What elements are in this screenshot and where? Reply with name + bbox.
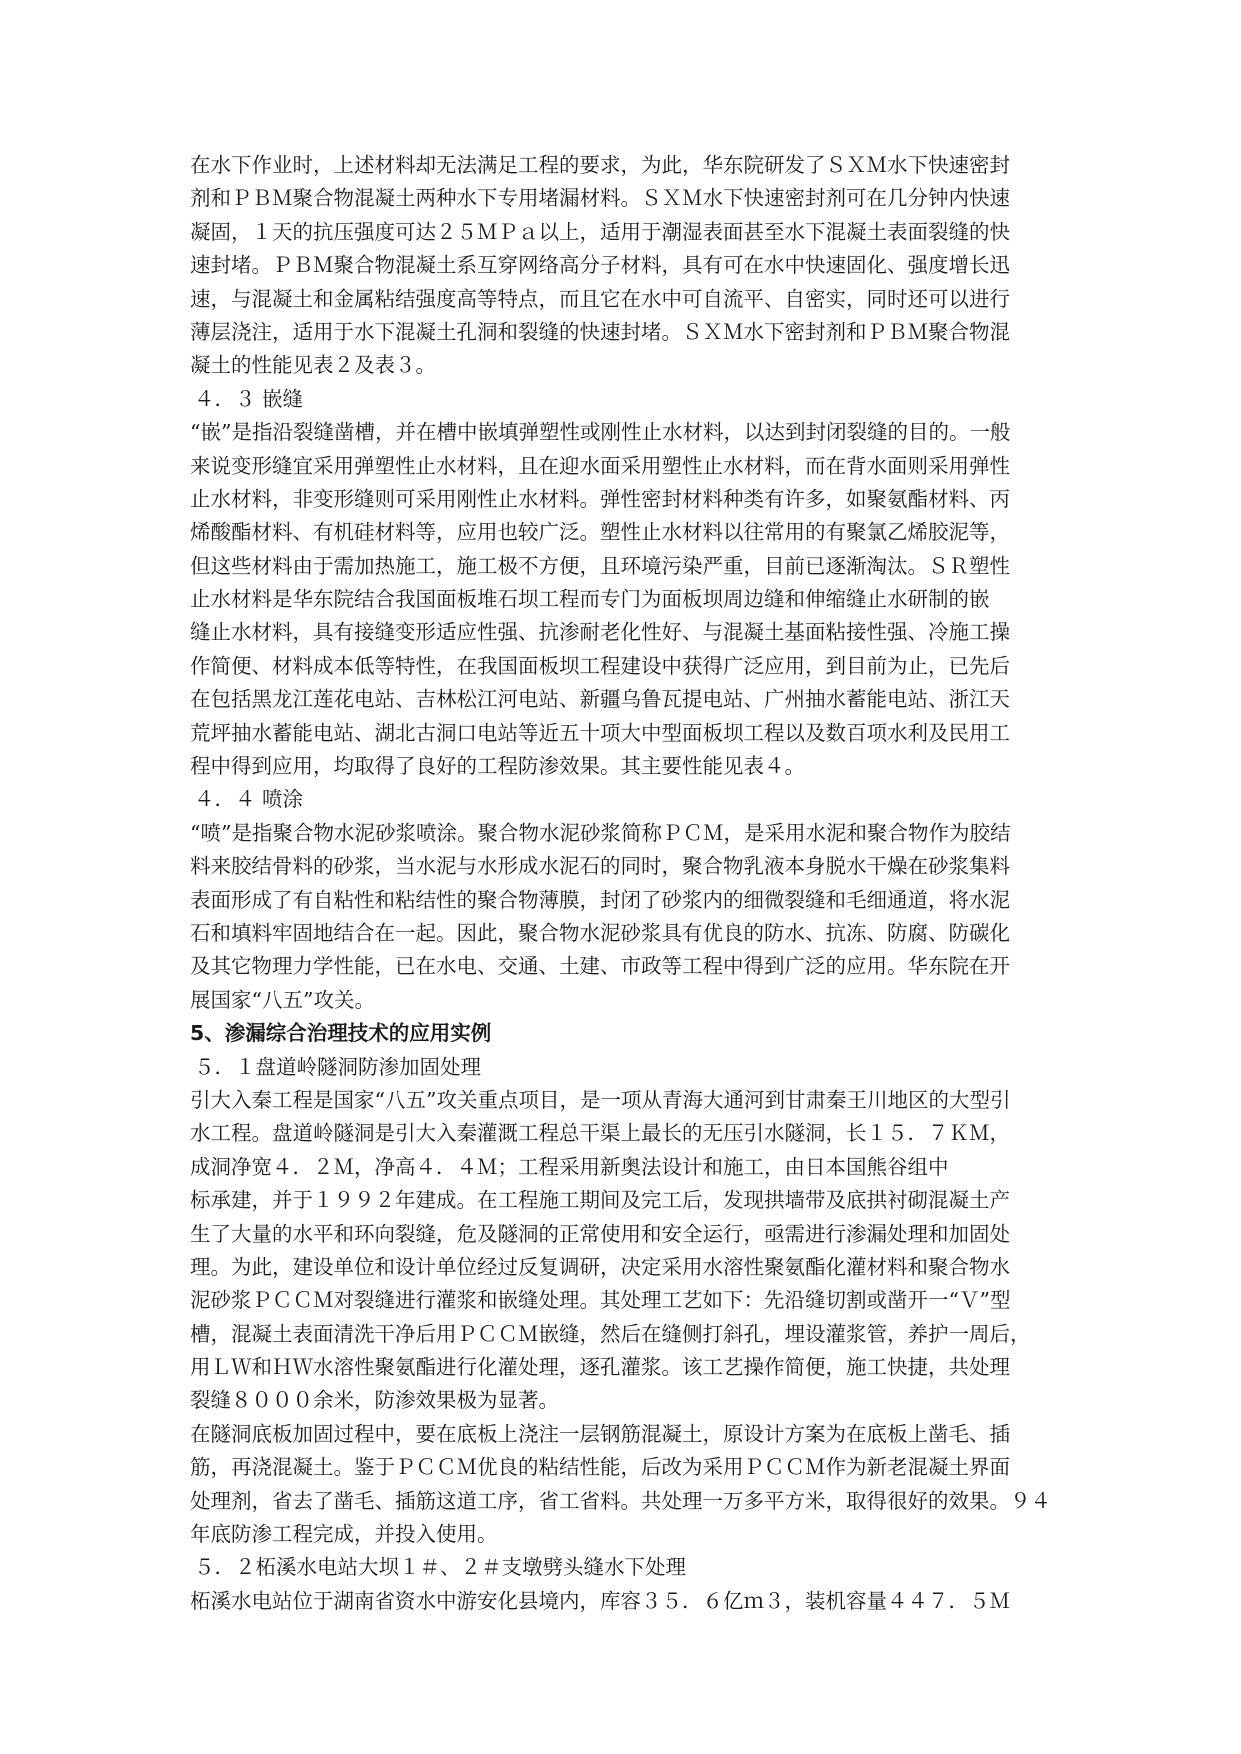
text-line: 表面形成了有自粘性和粘结性的聚合物薄膜，封闭了砂浆内的细微裂缝和毛细通道，将水泥 [190, 887, 1010, 912]
subsection-heading: ５．１盘道岭隧洞防渗加固处理 [194, 1054, 481, 1079]
text-line: 止水材料是华东院结合我国面板堆石坝工程而专门为面板坝周边缝和伸缩缝止水研制的嵌 [190, 587, 990, 612]
text-line: 凝土的性能见表２及表３。 [190, 353, 436, 378]
text-line: 速，与混凝土和金属粘结强度高等特点，而且它在水中可自流平、自密实，同时还可以进行 [190, 286, 1010, 311]
text-line: 引大入秦工程是国家“八五”攻关重点项目，是一项从青海大通河到甘肃秦王川地区的大型引 [190, 1087, 1011, 1112]
section-heading: 5、渗漏综合治理技术的应用实例 [190, 1021, 492, 1046]
subsection-heading: ４．３ 嵌缝 [194, 386, 304, 411]
text-line: 剂和ＰＢＭ聚合物混凝土两种水下专用堵漏材料。ＳＸＭ水下快速密封剂可在几分钟内快速 [190, 186, 1010, 211]
text-line: 薄层浇注，适用于水下混凝土孔洞和裂缝的快速封堵。ＳＸＭ水下密封剂和ＰＢＭ聚合物混 [190, 319, 1010, 344]
text-line: 水工程。盘道岭隧洞是引大入秦灌溉工程总干渠上最长的无压引水隧洞，长１５．７ＫＭ， [190, 1121, 1010, 1146]
text-line: 槽，混凝土表面清洗干净后用ＰＣＣＭ嵌缝，然后在缝侧打斜孔，埋设灌浆管，养护一周后， [190, 1321, 1031, 1346]
text-line: “嵌”是指沿裂缝凿槽，并在槽中嵌填弹塑性或刚性止水材料，以达到封闭裂缝的目的。一般 [190, 420, 1011, 445]
text-line: 及其它物理力学性能，已在水电、交通、土建、市政等工程中得到广泛的应用。华东院在开 [190, 954, 1010, 979]
text-line: 速封堵。ＰＢＭ聚合物混凝土系互穿网络高分子材料，具有可在水中快速固化、强度增长迅 [190, 253, 1010, 278]
text-line: 在隧洞底板加固过程中，要在底板上浇注一层钢筋混凝土，原设计方案为在底板上凿毛、插 [190, 1421, 1010, 1446]
text-line: 生了大量的水平和环向裂缝，危及隧洞的正常使用和安全运行，亟需进行渗漏处理和加固处 [190, 1221, 1010, 1246]
text-line: “喷”是指聚合物水泥砂浆喷涂。聚合物水泥砂浆简称ＰＣＭ，是采用水泥和聚合物作为胶结 [190, 820, 1011, 845]
text-line: 凝固，１天的抗压强度可达２５ＭＰａ以上，适用于潮湿表面甚至水下混凝土表面裂缝的快 [190, 219, 1010, 244]
text-line: 但这些材料由于需加热施工，施工极不方便，且环境污染严重，目前已逐渐淘汰。ＳＲ塑性 [190, 553, 1010, 578]
text-line: 筋，再浇混凝土。鉴于ＰＣＣＭ优良的粘结性能，后改为采用ＰＣＣＭ作为新老混凝土界面 [190, 1455, 1010, 1480]
text-line: 烯酸酯材料、有机硅材料等，应用也较广泛。塑性止水材料以往常用的有聚氯乙烯胶泥等， [190, 520, 1010, 545]
text-line: 来说变形缝宜采用弹塑性止水材料，且在迎水面采用塑性止水材料，而在背水面则采用弹性 [190, 453, 1010, 478]
text-line: 用ＬＷ和ＨＷ水溶性聚氨酯进行化灌处理，逐孔灌浆。该工艺操作简便，施工快捷，共处理 [190, 1355, 1010, 1380]
text-line: 理。为此，建设单位和设计单位经过反复调研，决定采用水溶性聚氨酯化灌材料和聚合物水 [190, 1254, 1010, 1279]
text-line: 展国家“八五”攻关。 [190, 987, 375, 1012]
text-line: 处理剂，省去了凿毛、插筋这道工序，省工省料。共处理一万多平方米，取得很好的效果。９４ [190, 1488, 1051, 1513]
text-line: 泥砂浆ＰＣＣＭ对裂缝进行灌浆和嵌缝处理。其处理工艺如下：先沿缝切割或凿开一“Ｖ”型 [190, 1288, 1011, 1313]
text-line: 成洞净宽４．２Ｍ，净高４．４Ｍ；工程采用新奥法设计和施工，由日本国熊谷组中 [190, 1154, 949, 1179]
text-line: 止水材料，非变形缝则可采用刚性止水材料。弹性密封材料种类有许多，如聚氨酯材料、丙 [190, 486, 1010, 511]
text-line: 缝止水材料，具有接缝变形适应性强、抗渗耐老化性好、与混凝土基面粘接性强、冷施工操 [190, 620, 1010, 645]
text-line: 荒坪抽水蓄能电站、湖北古洞口电站等近五十项大中型面板坝工程以及数百项水利及民用工 [190, 720, 1010, 745]
text-line: 石和填料牢固地结合在一起。因此，聚合物水泥砂浆具有优良的防水、抗冻、防腐、防碳化 [190, 920, 1010, 945]
text-line: 年底防渗工程完成，并投入使用。 [190, 1522, 498, 1547]
text-line: 裂缝８０００余米，防渗效果极为显著。 [190, 1388, 559, 1413]
subsection-heading: ５．２柘溪水电站大坝１＃、２＃支墩劈头缝水下处理 [194, 1555, 686, 1580]
text-line: 程中得到应用，均取得了良好的工程防渗效果。其主要性能见表４。 [190, 754, 805, 779]
text-line: 在包括黑龙江莲花电站、吉林松江河电站、新疆乌鲁瓦提电站、广州抽水蓄能电站、浙江天 [190, 687, 1010, 712]
text-line: 料来胶结骨料的砂浆，当水泥与水形成水泥石的同时，聚合物乳液本身脱水干燥在砂浆集料 [190, 854, 1010, 879]
subsection-heading: ４．４ 喷涂 [194, 787, 304, 812]
document-body [190, 149, 1052, 1618]
text-line: 作简便、材料成本低等特性，在我国面板坝工程建设中获得广泛应用，到目前为止，已先后 [190, 653, 1010, 678]
text-line: 标承建，并于１９９２年建成。在工程施工期间及完工后，发现拱墙带及底拱衬砌混凝土产 [190, 1188, 1010, 1213]
text-line: 在水下作业时，上述材料却无法满足工程的要求，为此，华东院研发了ＳＸＭ水下快速密封 [190, 153, 1010, 177]
text-line: 柘溪水电站位于湖南省资水中游安化县境内，库容３５．６亿ｍ３，装机容量４４７．５Ｍ [190, 1588, 1010, 1613]
